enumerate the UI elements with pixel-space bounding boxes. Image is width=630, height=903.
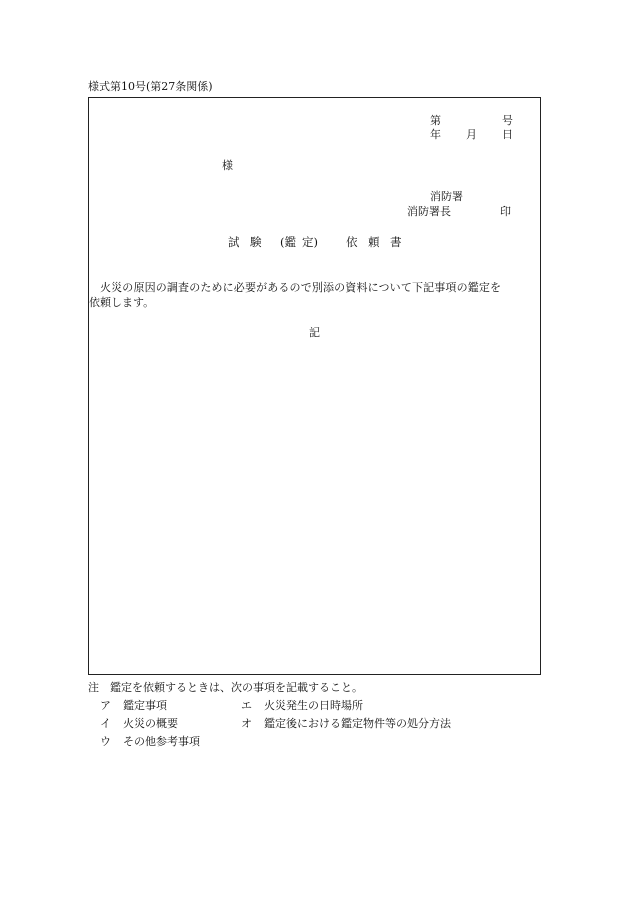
note-text: 火災発生の日時場所 <box>264 699 363 712</box>
body-line-1: 火災の原因の調査のために必要があるので別添の資料について下記事項の鑑定を <box>100 281 502 294</box>
title-part: 試 <box>228 235 240 249</box>
note-mark: エ <box>241 699 252 712</box>
notes-heading: 注 鑑定を依頼するときは、次の事項を記載すること。 <box>88 681 363 694</box>
seal-mark: 印 <box>500 205 511 218</box>
note-text: 鑑定事項 <box>123 699 167 712</box>
title-part: 依 <box>346 235 358 249</box>
note-text: 火災の概要 <box>123 717 178 730</box>
body-line-2: 依頼します。 <box>89 296 155 309</box>
note-mark: ウ <box>100 735 111 748</box>
note-item <box>100 699 167 713</box>
addressee-suffix: 様 <box>222 159 233 172</box>
note-item <box>241 717 451 731</box>
title-part: (鑑 <box>280 235 296 249</box>
number-prefix: 第 <box>430 114 441 127</box>
sender-chief: 消防署長 <box>407 205 451 218</box>
number-suffix: 号 <box>502 114 513 127</box>
title-part: 定) <box>302 235 318 249</box>
sender-station: 消防署 <box>430 190 463 203</box>
title-part: 頼 <box>368 235 380 249</box>
form-label: 様式第10号(第27条関係) <box>88 80 213 93</box>
note-mark: ア <box>100 699 111 712</box>
note-item <box>241 699 363 713</box>
title-part: 験 <box>250 235 262 249</box>
title-part: 書 <box>390 235 402 249</box>
note-mark: オ <box>241 717 252 730</box>
note-item <box>100 717 178 731</box>
date-day: 日 <box>502 128 513 141</box>
note-item <box>100 735 200 749</box>
date-year: 年 <box>430 128 441 141</box>
note-mark: イ <box>100 717 111 730</box>
form-frame <box>88 97 541 675</box>
note-text: 鑑定後における鑑定物件等の処分方法 <box>264 717 451 730</box>
ki-label: 記 <box>309 326 320 339</box>
date-month: 月 <box>466 128 477 141</box>
note-text: その他参考事項 <box>123 735 200 748</box>
